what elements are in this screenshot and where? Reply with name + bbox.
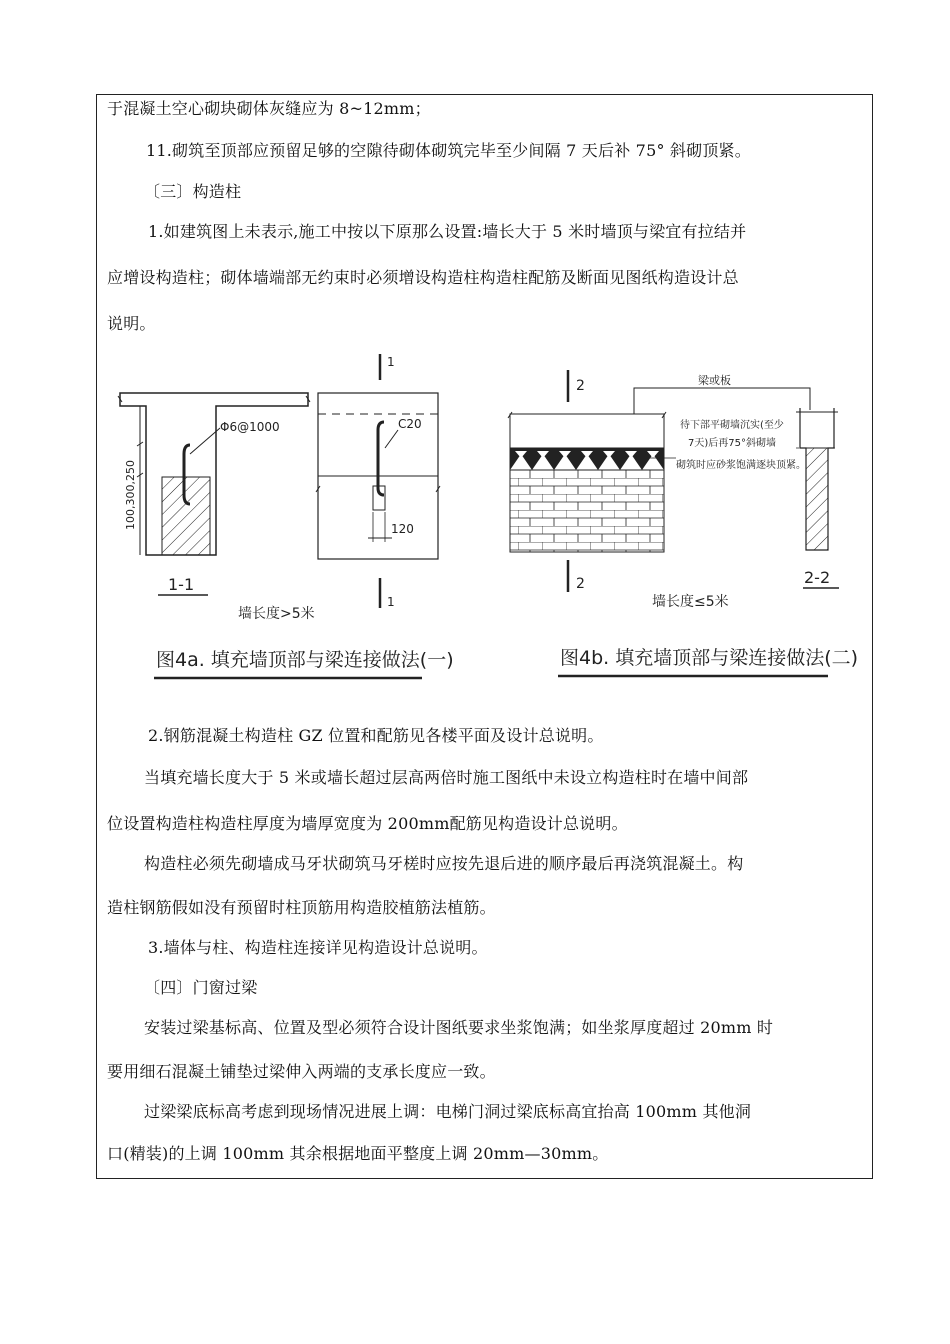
figure-4b-caption: 图4b. 填充墙顶部与梁连接做法(二) <box>560 647 859 669</box>
figure-4b-section <box>796 408 839 588</box>
note-line-1: 待下部平砌墙沉实(至少 <box>680 420 784 431</box>
paragraph-line: 于混凝土空心砌块砌体灰缝应为 8~12mm； <box>107 99 431 118</box>
paragraph-line: 口(精装)的上调 100mm 其余根据地面平整度上调 20mm—30mm。 <box>107 1144 609 1163</box>
wall-length-label-a: 墙长度>5米 <box>238 606 315 622</box>
section-label-1-1: 1-1 <box>168 575 195 594</box>
section-mark-1-top: 1 <box>387 355 395 369</box>
note-line-3: 砌筑时应砂浆饱满逐块顶紧。 <box>676 460 806 471</box>
dim-120: 120 <box>391 522 414 536</box>
section-mark-1-bottom: 1 <box>387 595 395 609</box>
c20-label: C20 <box>398 417 422 431</box>
wall-length-label-b: 墙长度≤5米 <box>652 594 729 610</box>
paragraph-line: 要用细石混凝土铺垫过梁伸入两端的支承长度应一致。 <box>107 1062 496 1081</box>
paragraph-line: 造柱钢筋假如没有预留时柱顶筋用构造胶植筋法植筋。 <box>107 898 496 917</box>
figure-4b-elevation <box>508 370 810 592</box>
beam-label: 梁或板 <box>698 374 731 387</box>
detail-drawing <box>110 350 860 695</box>
dim-label: 100,300,250 <box>124 460 137 530</box>
paragraph-line: 3.墙体与柱、构造柱连接详见构造设计总说明。 <box>148 938 488 957</box>
section-heading-3: 〔三〕构造柱 <box>144 182 242 201</box>
figure-4a-elevation <box>238 354 440 622</box>
paragraph-line: 说明。 <box>107 314 156 333</box>
section-mark-2-top: 2 <box>576 378 585 394</box>
paragraph-line: 过梁梁底标高考虑到现场情况进展上调：电梯门洞过梁底标高宜抬高 100mm 其他洞 <box>144 1102 752 1121</box>
paragraph-line: 2.钢筋混凝土构造柱 GZ 位置和配筋见各楼平面及设计总说明。 <box>148 726 604 745</box>
section-heading-4: 〔四〕门窗过梁 <box>144 978 258 997</box>
note-line-2: 7天)后再75°斜砌墙 <box>688 438 776 449</box>
paragraph-line: 构造柱必须先砌墙成马牙状砌筑马牙槎时应按先退后进的顺序最后再浇筑混凝土。构 <box>144 854 744 873</box>
section-label-2-2: 2-2 <box>804 568 831 587</box>
paragraph-line: 11.砌筑至顶部应预留足够的空隙待砌体砌筑完毕至少间隔 7 天后补 75° 斜砌顶紧。 <box>146 141 751 160</box>
paragraph-line: 当填充墙长度大于 5 米或墙长超过层高两倍时施工图纸中未设立构造柱时在墙中间部 <box>144 768 749 787</box>
rebar-label: Φ6@1000 <box>220 420 280 434</box>
paragraph-line: 应增设构造柱；砌体墙端部无约束时必须增设构造柱构造柱配筋及断面见图纸构造设计总 <box>107 268 739 287</box>
paragraph-line: 1.如建筑图上未表示,施工中按以下原那么设置:墙长大于 5 米时墙顶与梁宜有拉结并 <box>148 222 747 241</box>
figure-4a-section <box>118 393 310 595</box>
paragraph-line: 位设置构造柱构造柱厚度为墙厚宽度为 200mm配筋见构造设计总说明。 <box>107 814 628 833</box>
figure-4a-caption: 图4a. 填充墙顶部与梁连接做法(一) <box>156 649 454 671</box>
section-mark-2-bottom: 2 <box>576 576 585 592</box>
paragraph-line: 安装过梁基标高、位置及型必须符合设计图纸要求坐浆饱满；如坐浆厚度超过 20mm 时 <box>144 1018 774 1037</box>
